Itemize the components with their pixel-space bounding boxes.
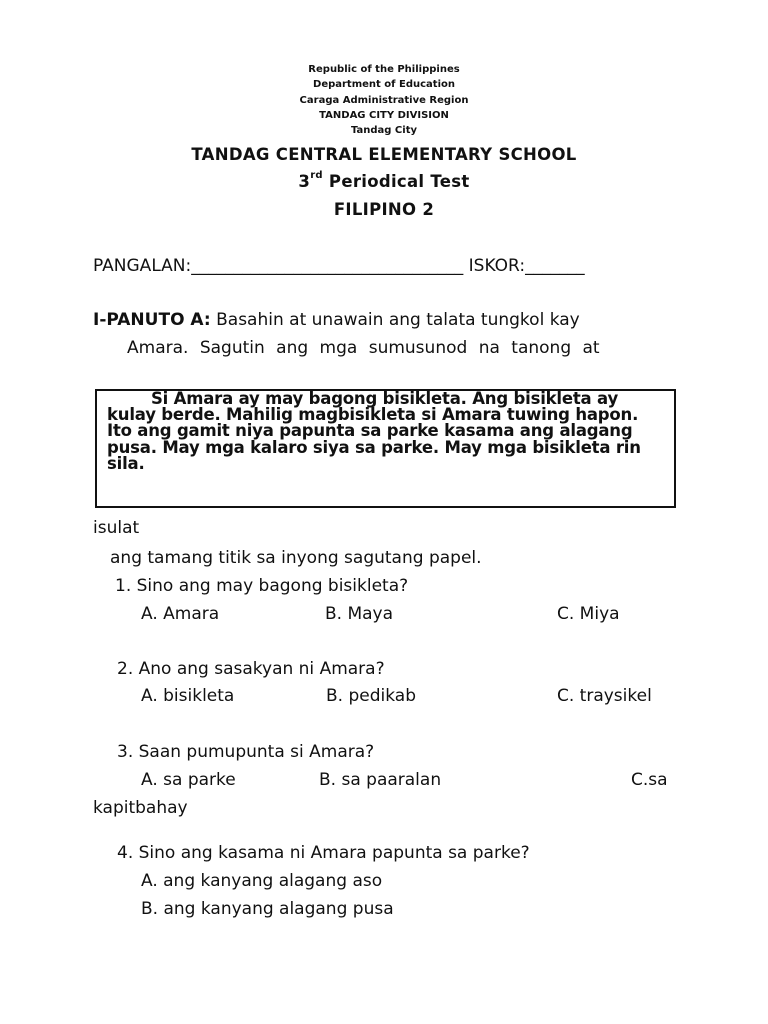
q3-choice-b[interactable]: B. sa paaralan [319, 770, 442, 790]
header-city: Tandag City [350, 125, 417, 136]
q2-choice-c[interactable]: C. traysikel [557, 686, 652, 706]
test-number: 3 [298, 172, 311, 191]
q4-choice-b[interactable]: B. ang kanyang alagang pusa [141, 899, 394, 919]
question-1: 1. Sino ang may bagong bisikleta? [115, 576, 409, 596]
score-label: ISKOR: [468, 256, 526, 276]
q3-choice-c[interactable]: C.sa [631, 770, 668, 790]
q4-choice-a[interactable]: A. ang kanyang alagang aso [141, 871, 383, 891]
header-division: TANDAG CITY DIVISION [319, 110, 449, 121]
q3-choice-a[interactable]: A. sa parke [141, 770, 236, 790]
reading-passage-box [95, 389, 676, 508]
score-blank[interactable]: _______ [525, 256, 585, 276]
instruction-line-2: Amara. Sagutin ang mga sumusunod na tanong at [127, 338, 600, 358]
school-name: TANDAG CENTRAL ELEMENTARY SCHOOL [191, 145, 577, 164]
instruction-text-1: Basahin at unawain ang talata tungkol kay [210, 310, 580, 330]
question-4: 4. Sino ang kasama ni Amara papunta sa parke? [117, 843, 530, 863]
header-department: Department of Education [313, 79, 455, 90]
name-blank[interactable]: ________________________________ [191, 256, 464, 276]
question-3: 3. Saan pumupunta si Amara? [117, 742, 375, 762]
instruction-line-4: ang tamang titik sa inyong sagutang papel. [110, 548, 482, 568]
question-2: 2. Ano ang sasakyan ni Amara? [117, 659, 385, 679]
name-label: PANGALAN: [93, 256, 192, 276]
q1-choice-b[interactable]: B. Maya [325, 604, 394, 624]
test-title [0, 172, 768, 191]
test-number-suffix: rd [310, 170, 323, 181]
header-region: Caraga Administrative Region [299, 95, 469, 106]
header-republic: Republic of the Philippines [308, 64, 460, 75]
instruction-line-1 [93, 310, 580, 330]
instruction-label: I-PANUTO A: [93, 310, 211, 330]
q1-choice-a[interactable]: A. Amara [141, 604, 220, 624]
name-score-line [93, 256, 585, 276]
q2-choice-a[interactable]: A. bisikleta [141, 686, 235, 706]
subject-title: FILIPINO 2 [333, 200, 435, 219]
q2-choice-b[interactable]: B. pedikab [326, 686, 416, 706]
instruction-line-3: isulat [93, 518, 140, 538]
reading-passage: Si Amara ay may bagong bisikleta. Ang bisikleta ay kulay berde. Mahilig magbisikleta si Amara tuwing hapon. Ito ang gamit niya papunta sa parke kasama ang alagang pusa. May mga kalaro siya sa parke. May mga bisikleta rin sila. [107, 389, 641, 473]
test-title-text: Periodical Test [322, 172, 470, 191]
q3-choice-c-wrap: kapitbahay [93, 798, 188, 818]
q1-choice-c[interactable]: C. Miya [557, 604, 620, 624]
